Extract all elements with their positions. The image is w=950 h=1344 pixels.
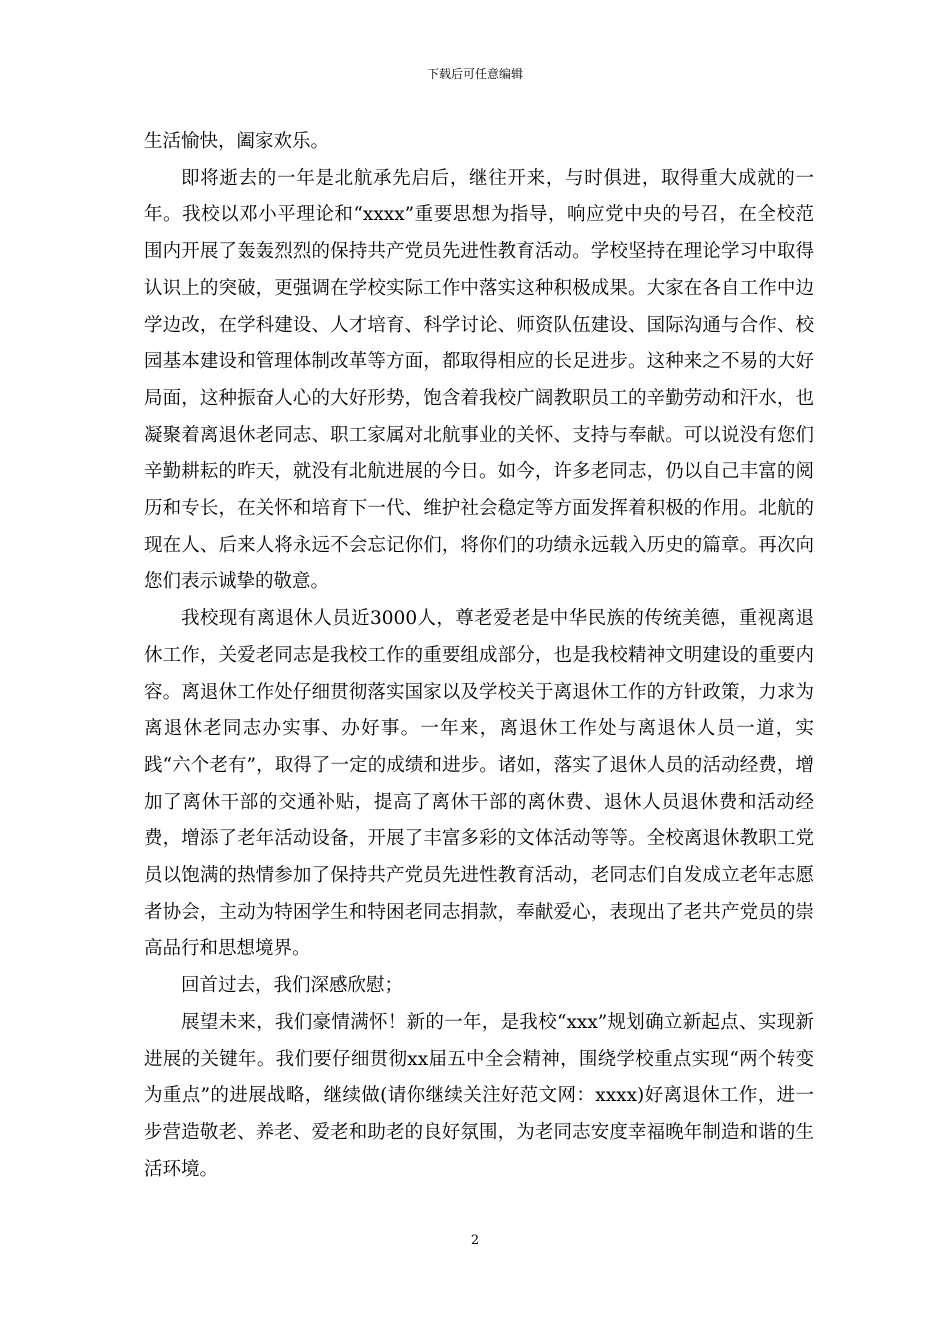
document-body bbox=[144, 124, 814, 1188]
paragraph-2: 即将逝去的一年是北航承先启后，继往开来，与时俱进，取得重大成就的一年。我校以邓小平理论和“xxxx”重要思想为指导，响应党中央的号召，在全校范围内开展了轰轰烈烈的保持共产党员先进性教育活动。学校坚持在理论学习中取得认识上的突破，更强调在学校实际工作中落实这种积极成果。大家在各自工作中边学边改，在学科建设、人才培育、科学讨论、师资队伍建设、国际沟通与合作、校园基本建设和管理体制改革等方面，都取得相应的长足进步。这种来之不易的大好局面，这种振奋人心的大好形势，饱含着我校广阔教职员工的辛勤劳动和汗水，也凝聚着离退休老同志、职工家属对北航事业的关怀、支持与奉献。可以说没有您们辛勤耕耘的昨天，就没有北航进展的今日。如今，许多老同志，仍以自己丰富的阅历和专长，在关怀和培育下一代、维护社会稳定等方面发挥着积极的作用。北航的现在人、后来人将永远不会忘记你们，将你们的功绩永远载入历史的篇章。再次向您们表示诚挚的敬意。 bbox=[144, 167, 814, 593]
paragraph-3: 我校现有离退休人员近3000人，尊老爱老是中华民族的传统美德，重视离退休工作，关爱老同志是我校工作的重要组成部分，也是我校精神文明建设的重要内容。离退休工作处仔细贯彻落实国家以及学校关于离退休工作的方针政策，力求为离退休老同志办实事、办好事。一年来，离退休工作处与离退休人员一道，实践“六个老有”，取得了一定的成绩和进步。诸如，落实了退休人员的活动经费，增加了离休干部的交通补贴，提高了离休干部的离休费、退休人员退休费和活动经费，增添了老年活动设备，开展了丰富多彩的文体活动等等。全校离退休教职工党员以饱满的热情参加了保持共产党员先进性教育活动，老同志们自发成立老年志愿者协会，主动为特困学生和特困老同志捐款，奉献爱心，表现出了老共产党员的崇高品行和思想境界。 bbox=[144, 608, 814, 960]
page-header: 下载后可任意编辑 bbox=[426, 67, 523, 81]
page-number: 2 bbox=[470, 1233, 480, 1248]
paragraph-4: 回首过去，我们深感欣慰； bbox=[181, 975, 404, 997]
paragraph-1: 生活愉快，阖家欢乐。 bbox=[144, 131, 330, 152]
paragraph-5: 展望未来，我们豪情满怀！新的一年，是我校“xxx”规划确立新起点、实现新进展的关键年。我们要仔细贯彻xx届五中全会精神，围绕学校重点实现“两个转变为重点”的进展战略，继续做(请你继续关注好范文网：xxxx)好离退休工作，进一步营造敬老、养老、爱老和助老的良好氛围，为老同志安度幸福晚年制造和谐的生活环境。 bbox=[144, 1011, 814, 1180]
